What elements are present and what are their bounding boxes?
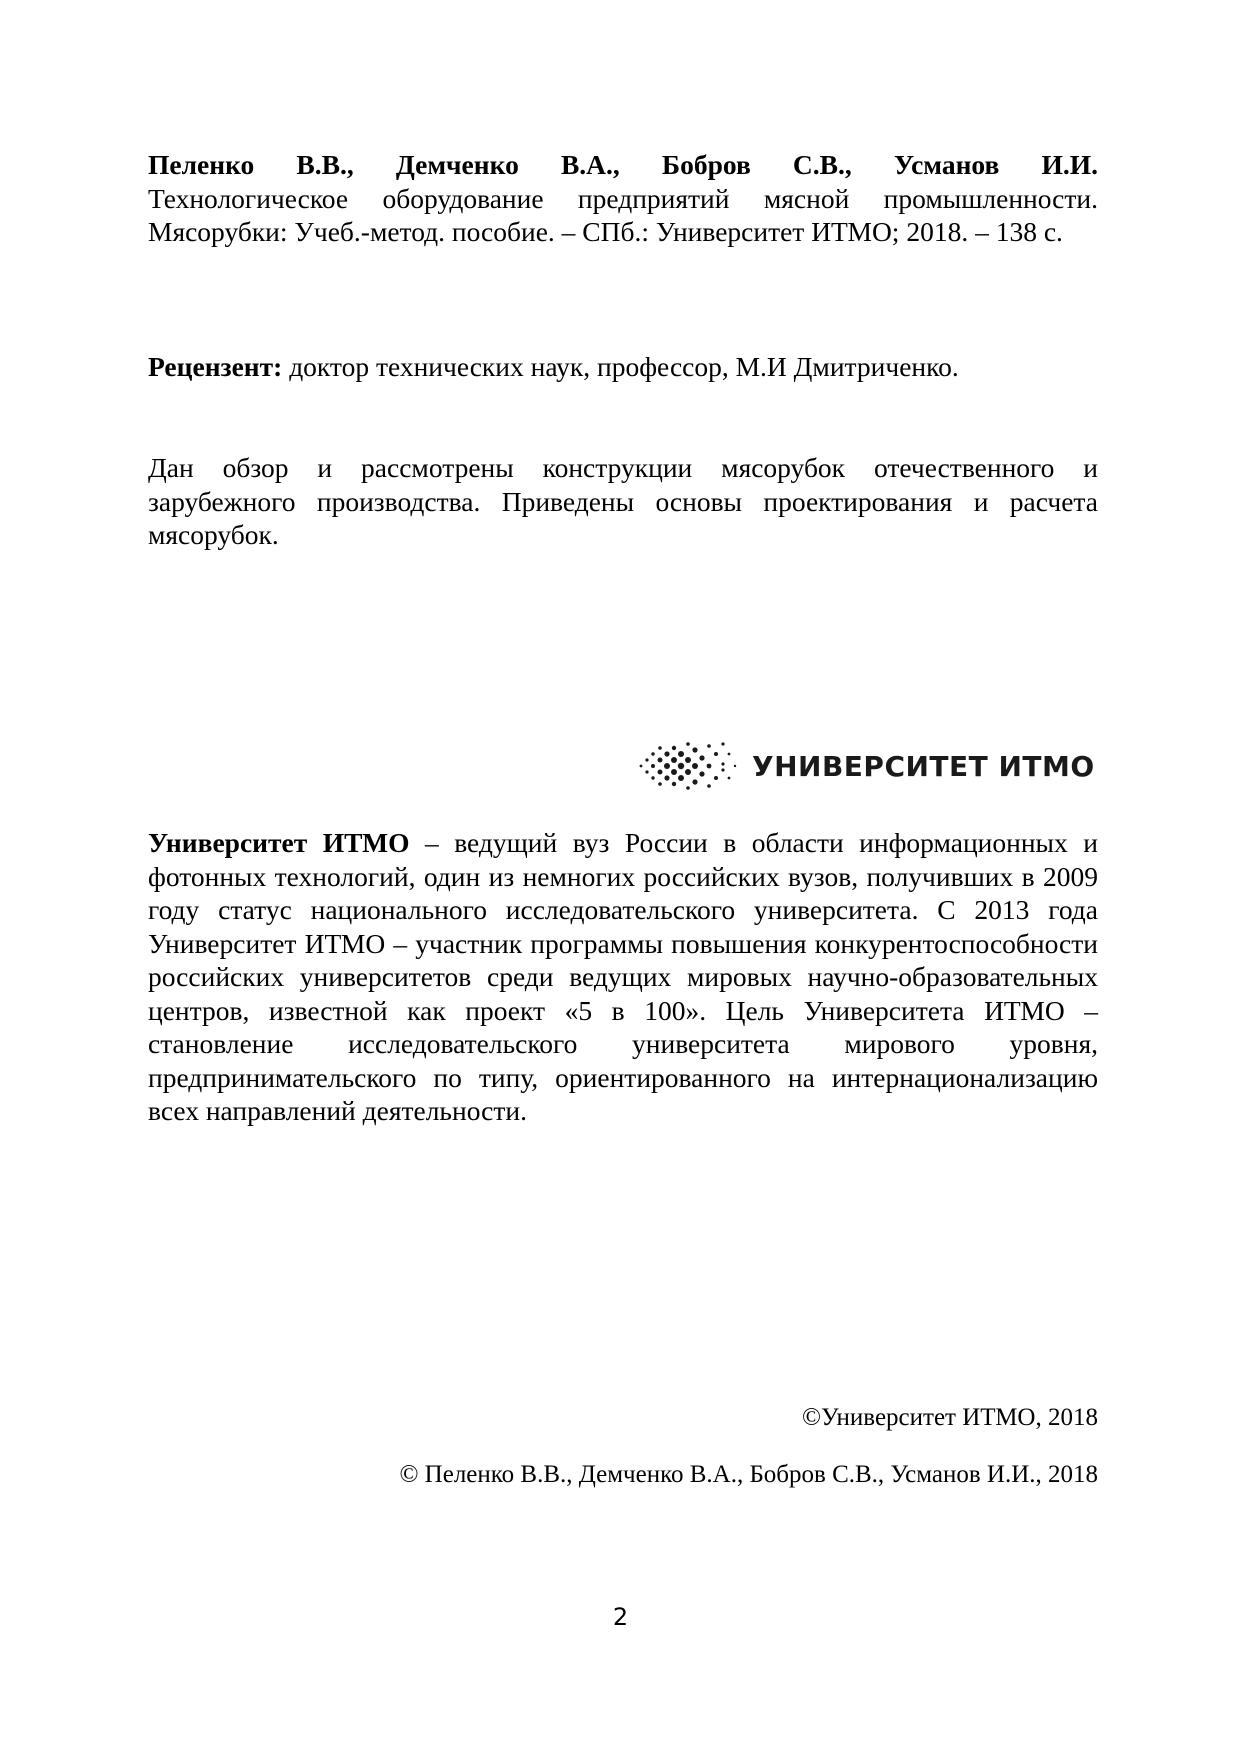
page-number: 2	[612, 1603, 629, 1631]
about-title: Университет ИТМО	[148, 827, 410, 858]
reviewer-line	[148, 350, 1098, 384]
copyright-university: ©Университет ИТМО, 2018	[802, 1404, 1098, 1431]
about-text: – ведущий вуз России в области информационных и фотонных технологий, один из немногих российских вузов, получивших в 2009 году статус национального исследовательского университета. С 2013 года Университет ИТМО – участник программы повышения конкурентоспособности российских университетов среди ведущих мировых научно-образовательных центров, известной как проект «5 в 100». Цель Университета ИТМО – становление исследовательского университета мирового уровня, предпринимательского по типу, ориентированного на интернационализацию всех направлений деятельности.	[148, 827, 1098, 1126]
itmo-logo	[637, 740, 1095, 792]
copyright-authors: © Пеленко В.В., Демченко В.А., Бобров С.В., Усманов И.И., 2018	[399, 1461, 1098, 1488]
about-university-paragraph	[148, 826, 1098, 1128]
reviewer-text: доктор технических наук, профессор, М.И Дмитриченко.	[282, 351, 959, 382]
bibliographic-description: Технологическое оборудование предприятий мясной промышленности. Мясорубки: Учеб.-метод. пособие. – СПб.: Университет ИТМО; 2018. – 138 с.	[148, 182, 1098, 247]
annotation-paragraph: Дан обзор и рассмотрены конструкции мясорубок отечественного и зарубежного производства. Приведены основы проектирования и расчета мясорубок.	[148, 452, 1098, 550]
reviewer-label: Рецензент:	[148, 351, 283, 382]
logo-wordmark: УНИВЕРСИТЕТ ИТМО	[752, 749, 1095, 783]
itmo-dots-logo-icon	[637, 740, 742, 792]
bibliographic-authors: Пеленко В.В., Демченко В.А., Бобров С.В., Усманов И.И.	[148, 149, 1098, 180]
bibliographic-record	[148, 148, 1098, 249]
